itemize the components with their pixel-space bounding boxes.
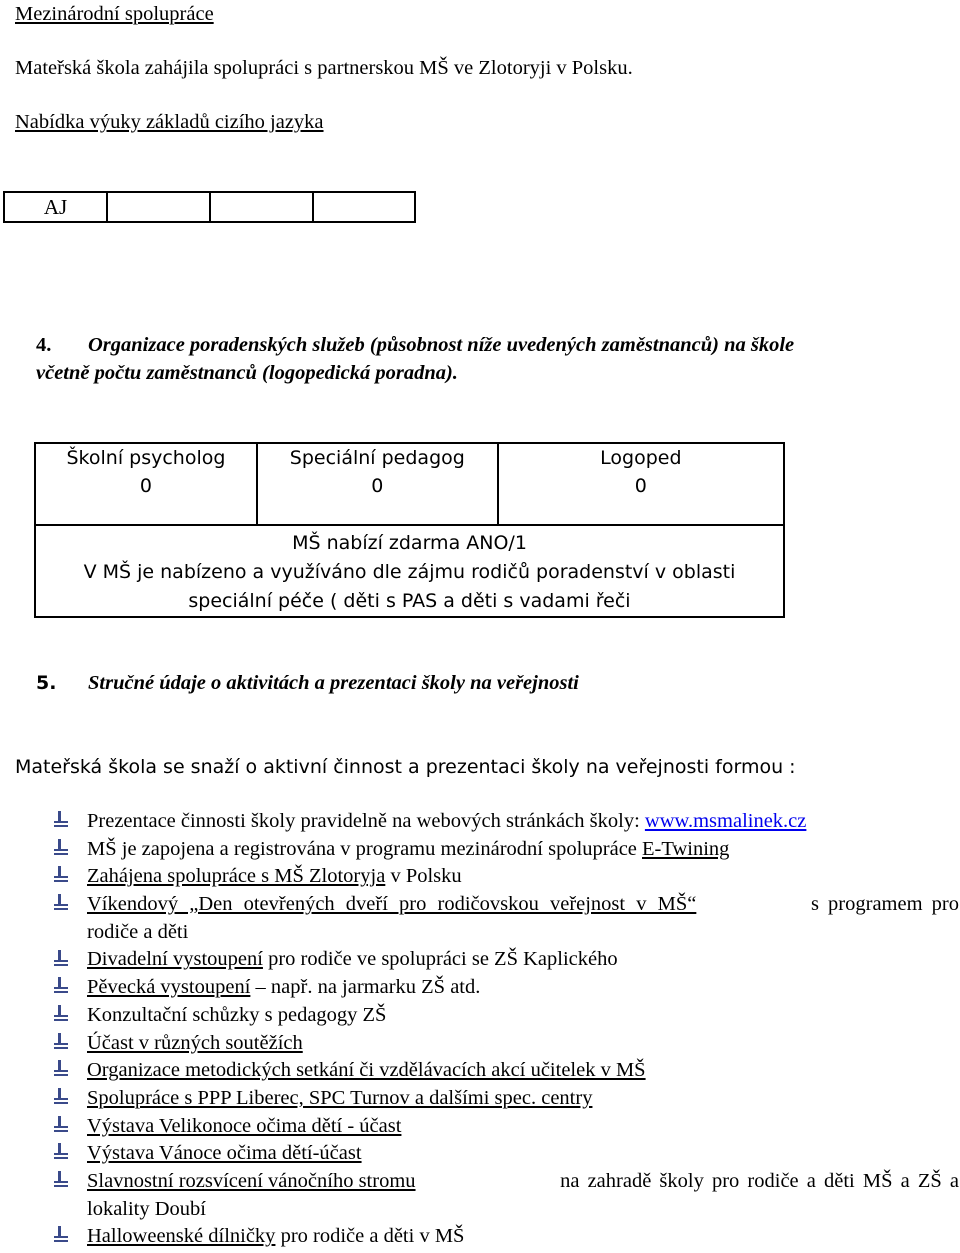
staff-value-speech-therapist: 0 bbox=[498, 472, 784, 525]
list-item bbox=[87, 890, 959, 918]
list-item bbox=[87, 807, 959, 835]
arrow-bullet-icon bbox=[54, 811, 68, 827]
list-item-underlined: Výstava Vánoce očima dětí-účast bbox=[87, 1142, 362, 1165]
list-item bbox=[87, 862, 959, 890]
section-4-number: 4. bbox=[36, 334, 52, 356]
list-item-continuation bbox=[87, 1195, 959, 1223]
list-item-text: rodiče a děti bbox=[87, 920, 189, 943]
list-item-text: s programem pro bbox=[810, 893, 959, 916]
list-item-underlined: Výstava Velikonoce očima dětí - účast bbox=[87, 1114, 402, 1137]
arrow-bullet-icon bbox=[54, 1226, 68, 1242]
list-item-underlined: Pěvecká vystoupení bbox=[87, 976, 251, 999]
list-item bbox=[87, 1167, 959, 1195]
arrow-bullet-icon bbox=[54, 950, 68, 966]
list-item-text: Prezentace činnosti školy pravidelně na webových stránkách školy: bbox=[87, 810, 645, 832]
lang-cell-empty bbox=[313, 192, 415, 222]
list-item bbox=[87, 835, 959, 863]
staff-value-psychologist: 0 bbox=[35, 472, 257, 525]
staff-note-line3: speciální péče ( děti s PAS a děti s vadami řeči bbox=[188, 590, 631, 612]
arrow-bullet-icon bbox=[54, 839, 68, 855]
list-item-underlined: Účast v různých soutěžích bbox=[87, 1031, 303, 1054]
list-item-text: pro rodiče ve spolupráci se ZŠ Kaplického bbox=[262, 948, 618, 971]
lang-cell-empty bbox=[107, 192, 210, 222]
staff-note-line2: V MŠ je nabízeno a využíváno dle zájmu rodičů poradenství v oblasti bbox=[83, 561, 736, 583]
section-4-title-line2: včetně počtu zaměstnanců (logopedická poradna). bbox=[36, 362, 458, 384]
list-item-underlined: Halloweenské dílničky bbox=[87, 1225, 276, 1248]
lang-heading: Nabídka výuky základů cizího jazyka bbox=[15, 111, 324, 133]
section-5-title: Stručné údaje o aktivitách a prezentaci školy na veřejnosti bbox=[88, 672, 579, 694]
arrow-bullet-icon bbox=[54, 1143, 68, 1159]
intl-heading: Mezinárodní spolupráce bbox=[15, 3, 214, 25]
lang-cell-empty bbox=[210, 192, 313, 222]
section-5-intro: Mateřská škola se snaží o aktivní činnost a prezentaci školy na veřejnosti formou : bbox=[15, 756, 796, 778]
list-item-underlined: Divadelní vystoupení bbox=[87, 948, 263, 971]
list-item-underlined: E-Twining bbox=[642, 837, 730, 860]
list-item bbox=[87, 1112, 959, 1140]
arrow-bullet-icon bbox=[54, 1060, 68, 1076]
list-item-continuation bbox=[87, 918, 959, 946]
list-item bbox=[87, 1029, 959, 1057]
arrow-bullet-icon bbox=[54, 977, 68, 993]
staff-header-speech-therapist: Logoped bbox=[498, 443, 784, 472]
list-item-text: na zahradě školy pro rodiče a děti MŠ a ZŠ a bbox=[560, 1169, 959, 1192]
staff-table bbox=[34, 442, 785, 618]
list-item-underlined: Organizace metodických setkání či vzdělávacích akcí učitelek v MŠ bbox=[87, 1059, 646, 1082]
list-item-text: Konzultační schůzky s pedagogy ZŠ bbox=[87, 1003, 387, 1026]
list-item-underlined: Zahájena spolupráce s MŠ Zlotoryja bbox=[87, 865, 386, 888]
list-item-text: – např. na jarmarku ZŠ atd. bbox=[250, 976, 481, 999]
lang-cell-aj: AJ bbox=[4, 192, 107, 222]
list-item-text: lokality Doubí bbox=[87, 1197, 207, 1220]
list-item bbox=[87, 1139, 959, 1167]
arrow-bullet-icon bbox=[54, 866, 68, 882]
staff-value-special-pedagogue: 0 bbox=[257, 472, 498, 525]
arrow-bullet-icon bbox=[54, 894, 68, 910]
section-4 bbox=[0, 331, 960, 387]
list-item bbox=[87, 1222, 959, 1250]
arrow-bullet-icon bbox=[54, 1033, 68, 1049]
list-item-text: MŠ je zapojena a registrována v programu mezinárodní spolupráce bbox=[87, 837, 643, 860]
arrow-bullet-icon bbox=[54, 1116, 68, 1132]
staff-note bbox=[35, 525, 784, 617]
activity-list bbox=[87, 807, 959, 1250]
list-item bbox=[87, 1001, 959, 1029]
list-item-text: v Polsku bbox=[385, 865, 462, 888]
section-5-number: 5. bbox=[36, 672, 57, 694]
staff-header-psychologist: Školní psycholog bbox=[35, 443, 257, 472]
intl-text: Mateřská škola zahájila spolupráci s partnerskou MŠ ve Zlotoryji v Polsku. bbox=[15, 57, 633, 79]
website-link[interactable]: www.msmalinek.cz bbox=[644, 810, 807, 832]
list-item-underlined: Víkendový „Den otevřených dveří pro rodičovskou veřejnost v MŠ“ bbox=[87, 893, 697, 916]
list-item-underlined: Spolupráce s PPP Liberec, SPC Turnov a dalšími spec. centry bbox=[87, 1086, 593, 1109]
staff-header-special-pedagogue: Speciální pedagog bbox=[257, 443, 498, 472]
list-item bbox=[87, 1056, 959, 1084]
list-item-text: pro rodiče a děti v MŠ bbox=[275, 1225, 465, 1248]
list-item bbox=[87, 973, 959, 1001]
staff-note-line1: MŠ nabízí zdarma ANO/1 bbox=[292, 532, 527, 554]
arrow-bullet-icon bbox=[54, 1171, 68, 1187]
list-item bbox=[87, 1084, 959, 1112]
arrow-bullet-icon bbox=[54, 1005, 68, 1021]
arrow-bullet-icon bbox=[54, 1088, 68, 1104]
language-table bbox=[3, 191, 416, 223]
list-item-underlined: Slavnostní rozsvícení vánočního stromu bbox=[87, 1169, 416, 1192]
list-item bbox=[87, 945, 959, 973]
section-4-title-line1: Organizace poradenských služeb (působnost níže uvedených zaměstnanců) na škole bbox=[88, 334, 795, 356]
